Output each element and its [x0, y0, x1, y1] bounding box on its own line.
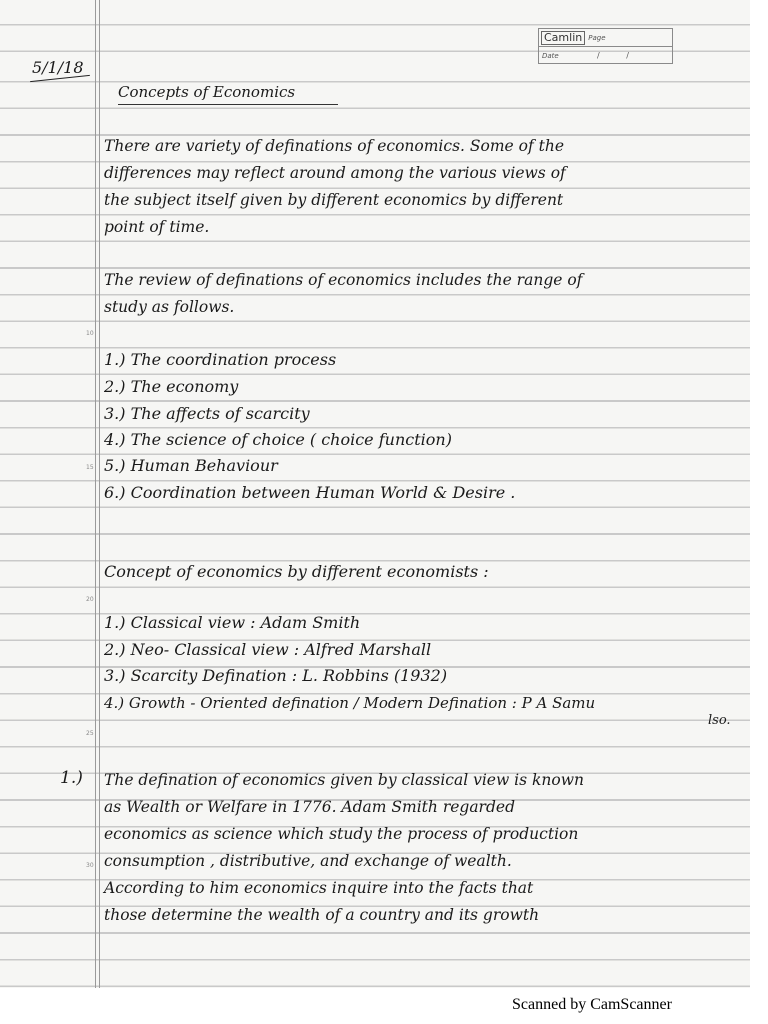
margin-line — [95, 0, 96, 988]
para3-line: economics as science which study the process of production — [104, 825, 579, 843]
line-number: 25 — [86, 730, 94, 737]
line-number: 15 — [86, 464, 94, 471]
list-item: 6.) Coordination between Human World & Desire . — [104, 483, 516, 502]
para3-line: The defination of economics given by classical view is known — [104, 771, 584, 789]
scanner-watermark: Scanned by CamScanner — [512, 996, 672, 1013]
date-label: Date — [542, 51, 559, 60]
section-heading: Concept of economics by different economists : — [104, 562, 489, 581]
list-item: 3.) Scarcity Defination : L. Robbins (1932) — [104, 666, 448, 685]
para2-line: The review of definations of economics includes the range of — [104, 271, 583, 289]
list-item: 5.) Human Behaviour — [104, 456, 278, 475]
list-item: 1.) Classical view : Adam Smith — [104, 613, 361, 632]
para3-line: as Wealth or Welfare in 1776. Adam Smith regarded — [104, 798, 515, 816]
date-slashes: / / — [597, 51, 641, 60]
list-continuation: lso. — [708, 713, 731, 728]
line-number: 30 — [86, 862, 94, 869]
para2-line: study as follows. — [104, 298, 235, 316]
title-underline — [118, 104, 338, 105]
para3-line: consumption , distributive, and exchange of wealth. — [104, 852, 512, 870]
para1-line: There are variety of definations of economics. Some of the — [104, 137, 565, 155]
section-number: 1.) — [60, 768, 83, 788]
list-item: 2.) Neo- Classical view : Alfred Marshall — [104, 640, 432, 659]
list-item: 2.) The economy — [104, 377, 239, 396]
line-number: 20 — [86, 596, 94, 603]
handwritten-date: 5/1/18 — [32, 58, 84, 77]
para1-line: the subject itself given by different economics by different — [104, 191, 564, 209]
list-item: 3.) The affects of scarcity — [104, 404, 310, 423]
list-item: 1.) The coordination process — [104, 350, 337, 369]
para3-line: those determine the wealth of a country and its growth — [104, 906, 540, 924]
margin-line — [99, 0, 100, 988]
list-item: 4.) Growth - Oriented defination / Modern Defination : P A Samu — [104, 694, 596, 712]
line-number: 10 — [86, 330, 94, 337]
page-label: Page — [588, 33, 606, 42]
para1-line: point of time. — [104, 218, 210, 236]
list-item: 4.) The science of choice ( choice function) — [104, 430, 452, 449]
page-date-box — [538, 28, 673, 64]
para1-line: differences may reflect around among the various views of — [104, 164, 566, 182]
page-title: Concepts of Economics — [118, 83, 296, 101]
para3-line: According to him economics inquire into the facts that — [104, 879, 534, 897]
camlin-logo: Camlin — [541, 31, 585, 45]
